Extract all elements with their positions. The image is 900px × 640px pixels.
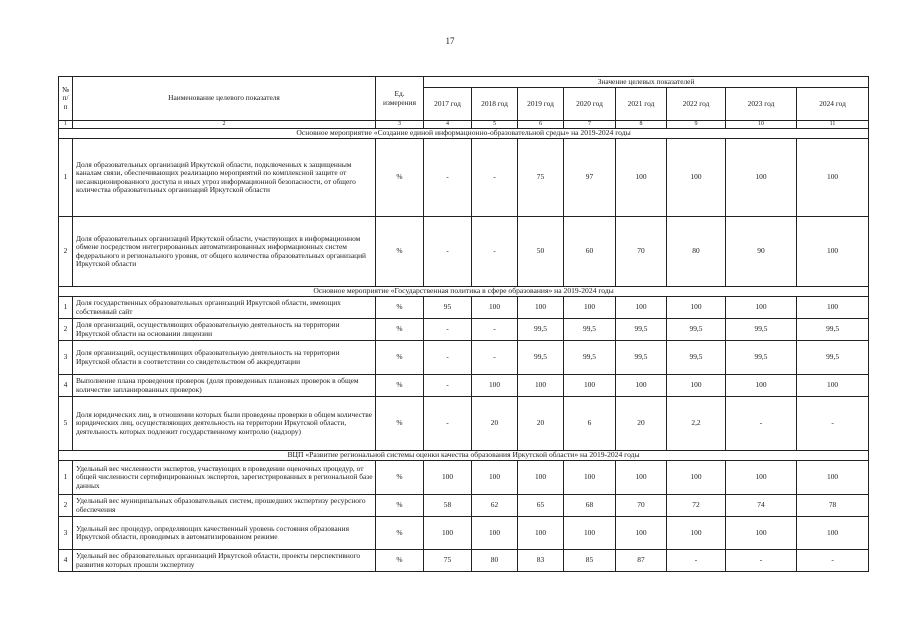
- section-title: Основное мероприятие «Создание единой информационно-образовательной среды» на 2019-2024 годы: [59, 129, 869, 139]
- table-row: [59, 375, 869, 397]
- row-number: 2: [59, 217, 73, 287]
- indicator-unit: %: [376, 461, 424, 495]
- indicator-value: 100: [518, 297, 564, 319]
- indicator-value: -: [472, 319, 518, 341]
- header-year: 2022 год: [667, 88, 726, 121]
- indicator-value: 100: [564, 517, 616, 550]
- indicator-name: Доля юридических лиц, в отношении которых были проведены проверки в общем количестве юридических лиц, осуществляющих деятельность на территории Иркутской области, деятельность которых подлежит государственному контролю (надзору): [73, 397, 376, 451]
- indicator-value: -: [472, 341, 518, 375]
- indicator-value: 20: [616, 397, 667, 451]
- indicator-value: 20: [472, 397, 518, 451]
- row-number: 4: [59, 375, 73, 397]
- table-row: [59, 397, 869, 451]
- indicator-value: -: [424, 397, 472, 451]
- indicators-table-container: [58, 76, 868, 572]
- column-number-row: [59, 121, 869, 129]
- indicator-value: 99,5: [518, 319, 564, 341]
- indicator-value: 100: [667, 297, 726, 319]
- indicator-value: 75: [518, 139, 564, 217]
- indicator-value: 90: [726, 217, 797, 287]
- table-row: [59, 495, 869, 517]
- section-row: [59, 451, 869, 461]
- indicator-name: Доля организаций, осуществляющих образовательную деятельность на территории Иркутской области в соответствии со свидетельством об аккредитации: [73, 341, 376, 375]
- indicator-value: 100: [797, 139, 869, 217]
- indicator-name: Доля образовательных организаций Иркутской области, участвующих в информационном обмене посредством интегрированных автоматизированных информационных систем федерального и регионального уровня, от общего количества образовательных организаций Иркутской области: [73, 217, 376, 287]
- header-num: № п/п: [59, 77, 73, 121]
- header-unit: Ед. измерения: [376, 77, 424, 121]
- header-values-title: Значение целевых показателей: [424, 77, 869, 88]
- row-number: 2: [59, 319, 73, 341]
- indicator-value: 99,5: [616, 341, 667, 375]
- indicator-value: 100: [616, 461, 667, 495]
- indicator-value: 100: [726, 297, 797, 319]
- indicator-unit: %: [376, 341, 424, 375]
- indicator-value: 70: [616, 495, 667, 517]
- indicator-value: 100: [472, 517, 518, 550]
- table-row: [59, 550, 869, 572]
- header-name: Наименование целевого показателя: [73, 77, 376, 121]
- indicator-value: 95: [424, 297, 472, 319]
- table-row: [59, 139, 869, 217]
- indicator-value: 99,5: [518, 341, 564, 375]
- header-row-top: [59, 77, 869, 88]
- indicator-value: 100: [472, 297, 518, 319]
- indicator-name: Доля государственных образовательных организаций Иркутской области, имеющих собственный сайт: [73, 297, 376, 319]
- row-number: 1: [59, 139, 73, 217]
- indicator-value: 100: [518, 517, 564, 550]
- indicator-value: -: [424, 341, 472, 375]
- indicator-value: 100: [726, 517, 797, 550]
- column-number: 7: [564, 121, 616, 129]
- column-number: 5: [472, 121, 518, 129]
- indicator-unit: %: [376, 495, 424, 517]
- indicator-value: 62: [472, 495, 518, 517]
- indicator-value: 80: [667, 217, 726, 287]
- indicator-value: -: [424, 139, 472, 217]
- indicator-name: Доля организаций, осуществляющих образовательную деятельность на территории Иркутской области на основании лицензии: [73, 319, 376, 341]
- indicator-value: -: [424, 217, 472, 287]
- indicator-value: 6: [564, 397, 616, 451]
- table-row: [59, 461, 869, 495]
- indicator-value: 65: [518, 495, 564, 517]
- indicator-value: 99,5: [726, 341, 797, 375]
- table-row: [59, 217, 869, 287]
- indicator-unit: %: [376, 397, 424, 451]
- indicator-value: 100: [797, 461, 869, 495]
- column-number: 1: [59, 121, 73, 129]
- row-number: 1: [59, 461, 73, 495]
- row-number: 2: [59, 495, 73, 517]
- indicator-value: -: [424, 319, 472, 341]
- header-year: 2020 год: [564, 88, 616, 121]
- indicator-value: 100: [472, 375, 518, 397]
- indicator-value: -: [797, 550, 869, 572]
- indicator-value: 58: [424, 495, 472, 517]
- indicator-value: 100: [518, 461, 564, 495]
- indicator-value: 99,5: [797, 319, 869, 341]
- header-year: 2023 год: [726, 88, 797, 121]
- indicator-name: Удельный вес численности экспертов, участвующих в проведении оценочных процедур, от общей численности сертифицированных экспертов, зарегистрированных в региональной базе данных: [73, 461, 376, 495]
- indicator-unit: %: [376, 319, 424, 341]
- indicator-value: 99,5: [726, 319, 797, 341]
- table-body: [59, 121, 869, 572]
- indicator-value: 75: [424, 550, 472, 572]
- indicator-unit: %: [376, 139, 424, 217]
- table-header: [59, 77, 869, 121]
- indicator-value: 100: [667, 375, 726, 397]
- row-number: 1: [59, 297, 73, 319]
- header-year: 2018 год: [472, 88, 518, 121]
- page-number: 17: [445, 36, 455, 46]
- indicator-value: 100: [726, 375, 797, 397]
- indicator-unit: %: [376, 375, 424, 397]
- indicator-value: 83: [518, 550, 564, 572]
- table-row: [59, 517, 869, 550]
- table-row: [59, 319, 869, 341]
- indicator-unit: %: [376, 217, 424, 287]
- column-number: 10: [726, 121, 797, 129]
- indicator-value: 100: [616, 375, 667, 397]
- indicator-value: 87: [616, 550, 667, 572]
- indicator-name: Удельный вес процедур, определяющих качественный уровень состояния образования Иркутской области, проводимых в автоматизированном режиме: [73, 517, 376, 550]
- indicator-value: 68: [564, 495, 616, 517]
- indicator-value: 99,5: [797, 341, 869, 375]
- indicator-value: 100: [797, 517, 869, 550]
- indicator-value: -: [472, 139, 518, 217]
- row-number: 3: [59, 517, 73, 550]
- column-number: 3: [376, 121, 424, 129]
- indicator-value: 100: [797, 217, 869, 287]
- indicator-value: -: [472, 217, 518, 287]
- indicator-value: 85: [564, 550, 616, 572]
- indicator-name: Удельный вес муниципальных образовательных систем, прошедших экспертизу ресурсного обеспечения: [73, 495, 376, 517]
- indicator-value: 100: [424, 461, 472, 495]
- indicator-value: 20: [518, 397, 564, 451]
- indicator-value: 72: [667, 495, 726, 517]
- section-title: Основное мероприятие «Государственная политика в сфере образования» на 2019-2024 годы: [59, 287, 869, 297]
- indicator-name: Удельный вес образовательных организаций Иркутской области, проекты перспективного развития которых прошли экспертизу: [73, 550, 376, 572]
- indicator-value: 100: [616, 517, 667, 550]
- indicator-value: -: [726, 397, 797, 451]
- indicator-value: 100: [424, 517, 472, 550]
- row-number: 4: [59, 550, 73, 572]
- indicator-value: -: [667, 550, 726, 572]
- indicator-value: 100: [564, 297, 616, 319]
- indicator-value: 99,5: [564, 319, 616, 341]
- indicator-value: 100: [472, 461, 518, 495]
- table-row: [59, 297, 869, 319]
- indicator-value: -: [424, 375, 472, 397]
- indicator-value: 99,5: [564, 341, 616, 375]
- indicator-value: 100: [726, 139, 797, 217]
- indicator-value: 100: [667, 461, 726, 495]
- column-number: 6: [518, 121, 564, 129]
- header-year: 2021 год: [616, 88, 667, 121]
- indicator-value: 100: [667, 139, 726, 217]
- column-number: 4: [424, 121, 472, 129]
- indicator-value: -: [726, 550, 797, 572]
- row-number: 3: [59, 341, 73, 375]
- section-title: ВЦП «Развитие региональной системы оценки качества образования Иркутской области» на 2019-2024 годы: [59, 451, 869, 461]
- indicator-value: 50: [518, 217, 564, 287]
- section-row: [59, 287, 869, 297]
- header-year: 2019 год: [518, 88, 564, 121]
- table-row: [59, 341, 869, 375]
- indicator-unit: %: [376, 517, 424, 550]
- indicator-value: 99,5: [667, 341, 726, 375]
- indicator-value: 97: [564, 139, 616, 217]
- indicator-value: 60: [564, 217, 616, 287]
- indicator-value: 74: [726, 495, 797, 517]
- indicator-value: 70: [616, 217, 667, 287]
- row-number: 5: [59, 397, 73, 451]
- indicator-value: 2,2: [667, 397, 726, 451]
- indicator-value: 99,5: [616, 319, 667, 341]
- indicator-value: 99,5: [667, 319, 726, 341]
- indicator-unit: %: [376, 297, 424, 319]
- column-number: 11: [797, 121, 869, 129]
- indicator-value: 100: [667, 517, 726, 550]
- indicator-value: 100: [726, 461, 797, 495]
- indicator-value: 78: [797, 495, 869, 517]
- indicator-value: 100: [518, 375, 564, 397]
- column-number: 9: [667, 121, 726, 129]
- indicator-name: Доля образовательных организаций Иркутской области, подключенных к защищенным каналам связи, обеспечивающих реализацию мероприятий по комплексной защите от несанкционированного доступа и иных угроз информационной безопасности, от общего количества образовательных организаций Иркутской области: [73, 139, 376, 217]
- indicator-value: 100: [564, 461, 616, 495]
- indicator-value: 100: [616, 297, 667, 319]
- indicator-value: 100: [797, 297, 869, 319]
- indicator-value: 80: [472, 550, 518, 572]
- indicators-table: [58, 76, 869, 572]
- section-row: [59, 129, 869, 139]
- indicator-value: -: [797, 397, 869, 451]
- indicator-value: 100: [797, 375, 869, 397]
- column-number: 2: [73, 121, 376, 129]
- header-year: 2017 год: [424, 88, 472, 121]
- header-year: 2024 год: [797, 88, 869, 121]
- indicator-name: Выполнение плана проведения проверок (доля проведенных плановых проверок в общем количестве запланированных проверок): [73, 375, 376, 397]
- indicator-value: 100: [616, 139, 667, 217]
- indicator-value: 100: [564, 375, 616, 397]
- indicator-unit: %: [376, 550, 424, 572]
- column-number: 8: [616, 121, 667, 129]
